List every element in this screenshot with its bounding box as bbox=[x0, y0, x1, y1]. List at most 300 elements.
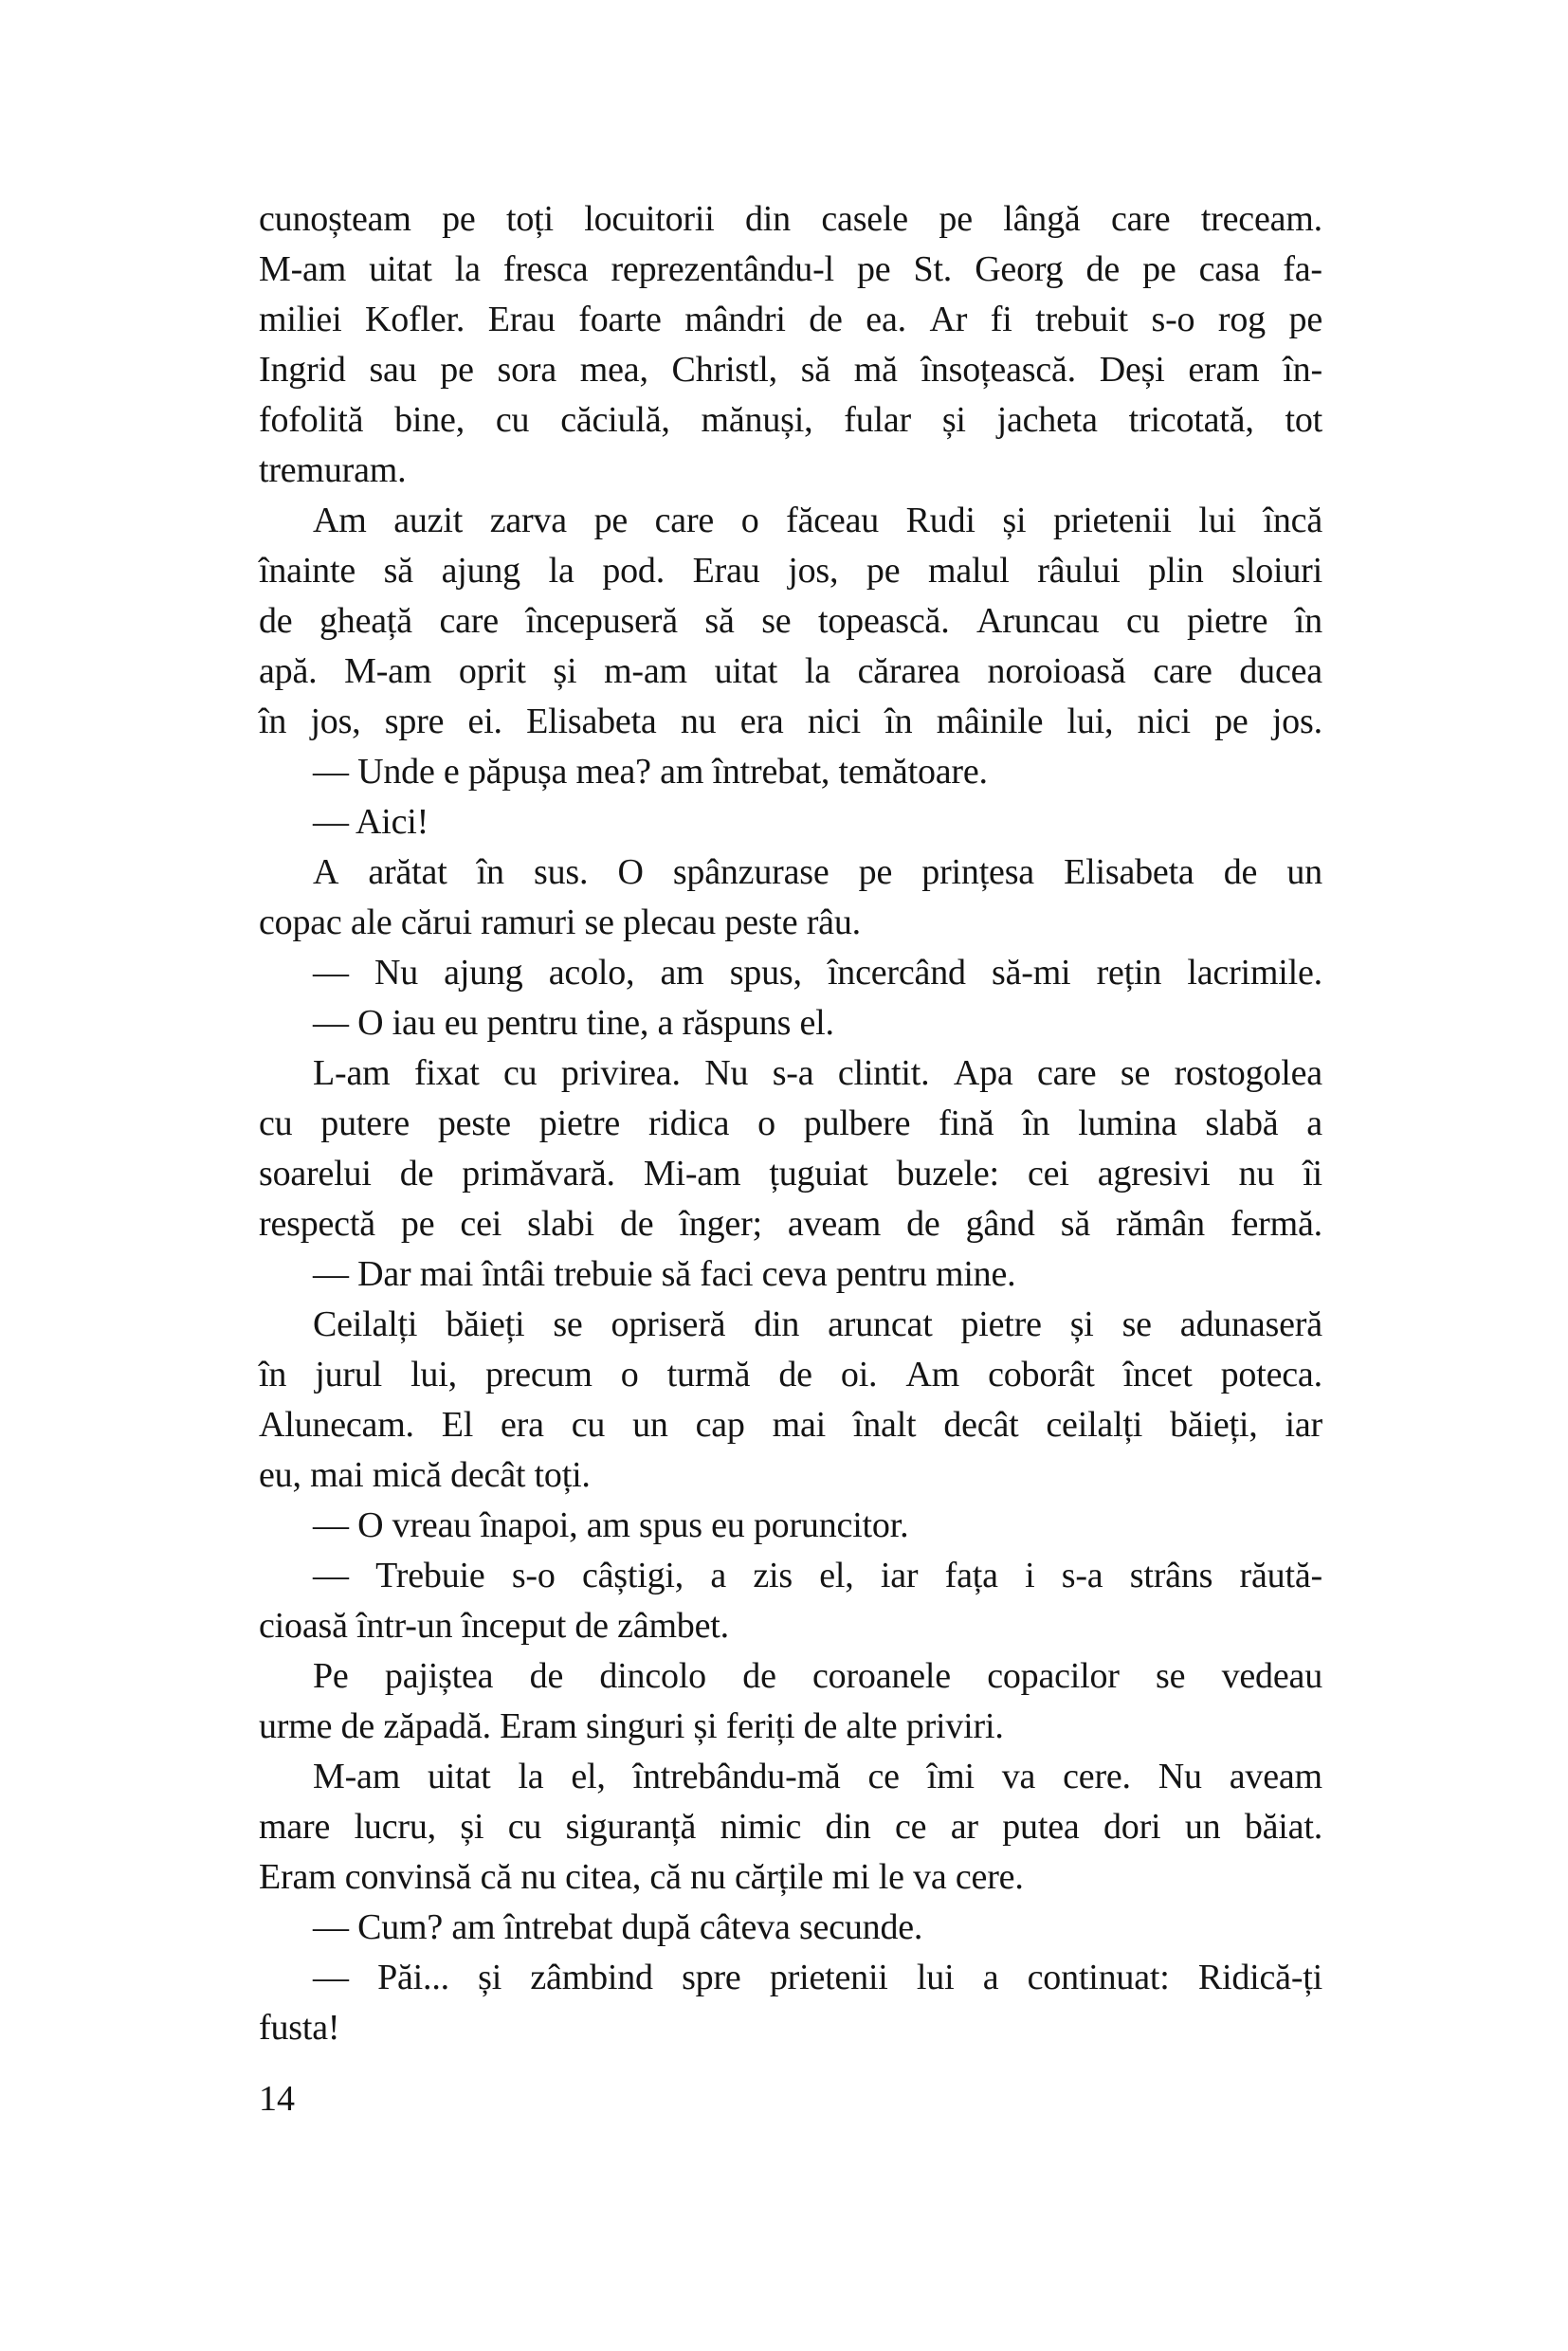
word: m-am bbox=[604, 651, 687, 691]
word: topească. bbox=[817, 601, 950, 641]
text-line bbox=[259, 1802, 1322, 1852]
text-line bbox=[259, 496, 1322, 546]
word: coborât bbox=[988, 1355, 1095, 1394]
word: Trebuie bbox=[375, 1556, 485, 1595]
word: trebuit bbox=[1035, 300, 1128, 339]
word: pe bbox=[858, 852, 893, 892]
word: nu bbox=[680, 702, 717, 741]
word: și bbox=[553, 651, 577, 691]
word: Christl, bbox=[671, 350, 777, 390]
word: lucru, bbox=[354, 1807, 436, 1847]
text-line bbox=[259, 546, 1322, 596]
word: dincolo bbox=[599, 1656, 706, 1696]
text-line: — O vreau înapoi, am spus eu poruncitor. bbox=[313, 1505, 909, 1545]
word: fular bbox=[844, 400, 911, 440]
word: să-mi bbox=[991, 953, 1071, 993]
word: îi bbox=[1303, 1154, 1322, 1194]
word: strâns bbox=[1129, 1556, 1213, 1595]
word: Nu bbox=[374, 953, 419, 993]
word: pietre bbox=[538, 1103, 621, 1143]
text-line bbox=[259, 697, 1322, 747]
word: mai bbox=[772, 1405, 826, 1445]
word: A bbox=[313, 852, 339, 892]
word: Ingrid bbox=[259, 350, 346, 390]
word: iar bbox=[880, 1556, 919, 1595]
word: însoțească. bbox=[921, 350, 1076, 390]
word: cu bbox=[571, 1405, 606, 1445]
word: Georg bbox=[975, 249, 1064, 289]
word: de bbox=[778, 1355, 812, 1394]
word: care bbox=[1110, 199, 1171, 239]
word: foarte bbox=[578, 300, 662, 339]
word: vedeau bbox=[1221, 1656, 1322, 1696]
word: fină bbox=[939, 1103, 994, 1143]
word: care bbox=[1153, 651, 1212, 691]
word: și bbox=[478, 1958, 502, 1997]
word: ajung bbox=[441, 551, 520, 591]
word: zarva bbox=[489, 501, 567, 540]
word: poteca. bbox=[1220, 1355, 1322, 1394]
word: și bbox=[460, 1807, 484, 1847]
word: pe bbox=[856, 249, 891, 289]
word: continuat: bbox=[1027, 1958, 1170, 1997]
word: am bbox=[660, 953, 704, 993]
word: plin bbox=[1148, 551, 1204, 591]
word: el, bbox=[571, 1757, 606, 1796]
word: prietenii bbox=[769, 1958, 888, 1997]
word: cere. bbox=[1063, 1757, 1131, 1796]
word: lângă bbox=[1003, 199, 1081, 239]
word: rog bbox=[1217, 300, 1266, 339]
word: țuguiat bbox=[769, 1154, 868, 1194]
word: lui, bbox=[1067, 702, 1114, 741]
word: de bbox=[1223, 852, 1258, 892]
word: s-a bbox=[772, 1053, 814, 1093]
text-line: — O iau eu pentru tine, a răspuns el. bbox=[313, 1003, 834, 1043]
word: începuseră bbox=[525, 601, 678, 641]
word: ei. bbox=[467, 702, 502, 741]
word: fața bbox=[944, 1556, 998, 1595]
word: spus, bbox=[729, 953, 802, 993]
word: fixat bbox=[413, 1053, 480, 1093]
word: oi. bbox=[840, 1355, 878, 1394]
text-line bbox=[259, 1651, 1322, 1702]
word: Alunecam. bbox=[259, 1405, 414, 1445]
word: să bbox=[383, 551, 413, 591]
word: aruncat bbox=[828, 1304, 933, 1344]
word: Păi... bbox=[377, 1958, 449, 1997]
word: din bbox=[825, 1807, 871, 1847]
word: băieți bbox=[446, 1304, 525, 1344]
word: râului bbox=[1037, 551, 1121, 591]
word: să bbox=[704, 601, 735, 641]
word: Ceilalți bbox=[313, 1304, 418, 1344]
word: se bbox=[1156, 1656, 1186, 1696]
word: de bbox=[1085, 249, 1121, 289]
word: aveam bbox=[787, 1204, 882, 1244]
word: putere bbox=[320, 1103, 410, 1143]
text-line: — Dar mai întâi trebuie să faci ceva pentru mine. bbox=[313, 1254, 1016, 1294]
word: mândri bbox=[684, 300, 786, 339]
word: se bbox=[1120, 1053, 1151, 1093]
word: se bbox=[1121, 1304, 1152, 1344]
word: El bbox=[441, 1405, 474, 1445]
text-line: fusta! bbox=[259, 2008, 340, 2048]
word: decât bbox=[943, 1405, 1019, 1445]
word: băiat. bbox=[1244, 1807, 1322, 1847]
word: un bbox=[632, 1405, 668, 1445]
word: jos, bbox=[310, 702, 361, 741]
word: fofolită bbox=[259, 400, 364, 440]
word: oprit bbox=[458, 651, 526, 691]
text-line bbox=[259, 1099, 1322, 1149]
word: pod. bbox=[602, 551, 665, 591]
text-line: tremuram. bbox=[259, 450, 407, 490]
word: cei bbox=[460, 1204, 502, 1244]
word: iar bbox=[1285, 1405, 1322, 1445]
word: pe bbox=[593, 501, 629, 540]
word: la bbox=[454, 249, 481, 289]
word: Erau bbox=[487, 300, 556, 339]
word: rămân bbox=[1116, 1204, 1205, 1244]
word: copacilor bbox=[987, 1656, 1120, 1696]
word: casa bbox=[1198, 249, 1261, 289]
word: pietre bbox=[960, 1304, 1042, 1344]
word: M-am bbox=[259, 249, 347, 289]
word: sau bbox=[369, 350, 417, 390]
word: în bbox=[1022, 1103, 1050, 1143]
word: a bbox=[710, 1556, 727, 1595]
word: ajung bbox=[444, 953, 523, 993]
word: Apa bbox=[953, 1053, 1013, 1093]
word: putea bbox=[1002, 1807, 1080, 1847]
text-line: cioasă într-un început de zâmbet. bbox=[259, 1606, 729, 1646]
word: sora bbox=[497, 350, 557, 390]
word: la bbox=[548, 551, 574, 591]
word: de bbox=[399, 1154, 434, 1194]
word: M-am bbox=[313, 1757, 401, 1796]
word: uitat bbox=[369, 249, 432, 289]
text-line bbox=[259, 395, 1322, 446]
word: a bbox=[982, 1958, 999, 1997]
word: mă bbox=[853, 350, 898, 390]
word: întrebându-mă bbox=[632, 1757, 841, 1796]
word: din bbox=[754, 1304, 800, 1344]
word: slabi bbox=[527, 1204, 594, 1244]
word: Nu bbox=[704, 1053, 749, 1093]
word: nimic bbox=[720, 1807, 802, 1847]
word: lui bbox=[916, 1958, 955, 1997]
word: cu bbox=[495, 400, 530, 440]
word: M-am bbox=[344, 651, 432, 691]
word: — bbox=[313, 1958, 349, 1997]
word: încercând bbox=[827, 953, 966, 993]
word: era bbox=[739, 702, 784, 741]
word: cap bbox=[695, 1405, 745, 1445]
word: miliei bbox=[259, 300, 342, 339]
word: Rudi bbox=[905, 501, 975, 540]
word: și bbox=[941, 400, 966, 440]
word: să bbox=[800, 350, 830, 390]
word: pe bbox=[1288, 300, 1322, 339]
word: mâinile bbox=[936, 702, 1044, 741]
text-line bbox=[259, 1149, 1322, 1199]
word: lacrimile. bbox=[1187, 953, 1322, 993]
word: a bbox=[1306, 1103, 1322, 1143]
word: ce bbox=[867, 1757, 900, 1796]
word: prințesa bbox=[921, 852, 1034, 892]
word: s-o bbox=[511, 1556, 556, 1595]
word: spânzurase bbox=[672, 852, 830, 892]
word: uitat bbox=[714, 651, 778, 691]
word: soarelui bbox=[259, 1154, 372, 1194]
page-number: 14 bbox=[259, 2079, 295, 2119]
word: pe bbox=[400, 1204, 435, 1244]
word: rețin bbox=[1096, 953, 1162, 993]
text-line bbox=[259, 1400, 1322, 1450]
word: nici bbox=[807, 702, 861, 741]
word: pe bbox=[1214, 702, 1249, 741]
word: se bbox=[761, 601, 792, 641]
text-line bbox=[259, 1551, 1322, 1601]
word: siguranță bbox=[565, 1807, 697, 1847]
word: s-o bbox=[1151, 300, 1195, 339]
text-line bbox=[259, 1752, 1322, 1802]
text-line bbox=[259, 1300, 1322, 1350]
word: un bbox=[1286, 852, 1322, 892]
word: cu bbox=[1125, 601, 1160, 641]
word: în bbox=[259, 1355, 287, 1394]
text-line: — Cum? am întrebat după câteva secunde. bbox=[313, 1907, 923, 1947]
word: o bbox=[757, 1103, 775, 1143]
word: pulbere bbox=[803, 1103, 911, 1143]
word: L-am bbox=[313, 1053, 391, 1093]
word: de bbox=[619, 1204, 654, 1244]
word: eram bbox=[1188, 350, 1260, 390]
word: pe bbox=[939, 199, 973, 239]
word: se bbox=[553, 1304, 583, 1344]
word: arătat bbox=[368, 852, 447, 892]
word: din bbox=[744, 199, 791, 239]
word: lui bbox=[1198, 501, 1236, 540]
word: jurul bbox=[315, 1355, 383, 1394]
word: lumina bbox=[1078, 1103, 1177, 1143]
word: Aruncau bbox=[976, 601, 1100, 641]
text-line bbox=[259, 596, 1322, 647]
word: pe bbox=[440, 350, 474, 390]
word: tricotată, bbox=[1128, 400, 1254, 440]
word: malul bbox=[928, 551, 1010, 591]
text-line: copac ale cărui ramuri se plecau peste râu. bbox=[259, 902, 861, 942]
word: aveam bbox=[1229, 1757, 1322, 1796]
word: băieți, bbox=[1170, 1405, 1258, 1445]
word: Pe bbox=[313, 1656, 349, 1696]
word: privirea. bbox=[560, 1053, 681, 1093]
word: Kofler. bbox=[365, 300, 465, 339]
word: făceau bbox=[786, 501, 880, 540]
word: înalt bbox=[852, 1405, 917, 1445]
word: jos. bbox=[1271, 702, 1322, 741]
word: cu bbox=[507, 1807, 542, 1847]
word: coroanele bbox=[812, 1656, 951, 1696]
word: Elisabeta bbox=[1064, 852, 1194, 892]
word: sloiuri bbox=[1231, 551, 1322, 591]
word: mare bbox=[259, 1807, 331, 1847]
text-line: — Unde e păpușa mea? am întrebat, temătoare. bbox=[313, 752, 988, 792]
text-line: Eram convinsă că nu citea, că nu cărțile mi le va cere. bbox=[259, 1857, 1024, 1897]
word: cu bbox=[259, 1103, 293, 1143]
word: locuitorii bbox=[584, 199, 715, 239]
word: înger; bbox=[679, 1204, 762, 1244]
word: St. bbox=[913, 249, 953, 289]
text-line bbox=[259, 948, 1322, 998]
text-line: urme de zăpadă. Eram singuri și feriți de alte priviri. bbox=[259, 1706, 1004, 1746]
word: care bbox=[439, 601, 499, 641]
word: înainte bbox=[259, 551, 356, 591]
word: încet bbox=[1122, 1355, 1193, 1394]
word: zâmbind bbox=[530, 1958, 653, 1997]
word: de bbox=[529, 1656, 564, 1696]
word: O bbox=[617, 852, 644, 892]
word: casele bbox=[821, 199, 908, 239]
word: un bbox=[1184, 1807, 1221, 1847]
word: și bbox=[1002, 501, 1027, 540]
word: fa- bbox=[1283, 249, 1322, 289]
word: în bbox=[1294, 601, 1322, 641]
word: cei bbox=[1027, 1154, 1069, 1194]
word: încă bbox=[1263, 501, 1322, 540]
word: Mi-am bbox=[643, 1154, 741, 1194]
word: acolo, bbox=[548, 953, 635, 993]
word: auzit bbox=[393, 501, 464, 540]
word: ridica bbox=[647, 1103, 730, 1143]
word: o bbox=[620, 1355, 639, 1394]
word: de bbox=[906, 1204, 940, 1244]
word: primăvară. bbox=[462, 1154, 615, 1194]
word: fi bbox=[990, 300, 1012, 339]
word: uitat bbox=[427, 1757, 491, 1796]
word: clintit. bbox=[837, 1053, 930, 1093]
word: va bbox=[1001, 1757, 1036, 1796]
text-line bbox=[259, 647, 1322, 697]
word: adunaseră bbox=[1179, 1304, 1322, 1344]
word: căciulă, bbox=[560, 400, 670, 440]
word: Elisabeta bbox=[526, 702, 657, 741]
word: dori bbox=[1103, 1807, 1161, 1847]
word: cunoșteam bbox=[259, 199, 411, 239]
word: s-a bbox=[1061, 1556, 1103, 1595]
word: cărarea bbox=[857, 651, 960, 691]
word: tot bbox=[1285, 400, 1322, 440]
word: pietre bbox=[1186, 601, 1268, 641]
word: gheață bbox=[319, 601, 412, 641]
word: ea. bbox=[866, 300, 906, 339]
word: zis bbox=[753, 1556, 793, 1595]
word: — bbox=[313, 953, 349, 993]
word: fermă. bbox=[1231, 1204, 1322, 1244]
word: și bbox=[1069, 1304, 1094, 1344]
word: Ar bbox=[929, 300, 968, 339]
text-line bbox=[259, 847, 1322, 898]
word: mănuși, bbox=[701, 400, 813, 440]
text-line bbox=[259, 1048, 1322, 1099]
word: — bbox=[313, 1556, 349, 1595]
word: o bbox=[740, 501, 759, 540]
word: lui, bbox=[410, 1355, 457, 1394]
word: jos, bbox=[788, 551, 839, 591]
word: Am bbox=[313, 501, 367, 540]
text-line: — Aici! bbox=[313, 802, 429, 842]
word: spre bbox=[682, 1958, 741, 1997]
word: spre bbox=[384, 702, 445, 741]
word: precum bbox=[484, 1355, 593, 1394]
text-line bbox=[259, 1199, 1322, 1249]
word: pe bbox=[866, 551, 901, 591]
text-line bbox=[259, 194, 1322, 245]
word: Ridică-ți bbox=[1197, 1958, 1322, 1997]
word: Deși bbox=[1099, 350, 1165, 390]
word: pajiștea bbox=[384, 1656, 494, 1696]
word: noroioasă bbox=[987, 651, 1126, 691]
text-line bbox=[259, 1953, 1322, 2003]
body-text bbox=[259, 194, 1322, 2053]
word: ducea bbox=[1239, 651, 1322, 691]
word: era bbox=[501, 1405, 544, 1445]
word: pe bbox=[1142, 249, 1176, 289]
word: de bbox=[742, 1656, 776, 1696]
word: să bbox=[1060, 1204, 1090, 1244]
word: peste bbox=[437, 1103, 511, 1143]
word: răută- bbox=[1239, 1556, 1322, 1595]
word: reprezentându-l bbox=[611, 249, 834, 289]
word: Nu bbox=[1158, 1757, 1202, 1796]
text-line: eu, mai mică decât toți. bbox=[259, 1455, 591, 1495]
word: sus. bbox=[534, 852, 589, 892]
word: opriseră bbox=[611, 1304, 726, 1344]
word: care bbox=[654, 501, 715, 540]
text-line bbox=[259, 1350, 1322, 1400]
word: de bbox=[809, 300, 843, 339]
word: rostogolea bbox=[1174, 1053, 1322, 1093]
word: jacheta bbox=[996, 400, 1098, 440]
word: el, bbox=[819, 1556, 854, 1595]
word: la bbox=[518, 1757, 544, 1796]
word: care bbox=[1037, 1053, 1097, 1093]
word: buzele: bbox=[896, 1154, 999, 1194]
word: în bbox=[884, 702, 913, 741]
word: ce bbox=[894, 1807, 927, 1847]
word: nici bbox=[1137, 702, 1191, 741]
word: în bbox=[259, 702, 287, 741]
word: toți bbox=[505, 199, 554, 239]
text-line bbox=[259, 245, 1322, 295]
word: agresivi bbox=[1097, 1154, 1211, 1194]
word: apă. bbox=[259, 651, 318, 691]
word: i bbox=[1025, 1556, 1035, 1595]
word: turmă bbox=[666, 1355, 751, 1394]
word: ar bbox=[950, 1807, 978, 1847]
word: pe bbox=[442, 199, 476, 239]
word: în bbox=[476, 852, 504, 892]
word: cu bbox=[503, 1053, 538, 1093]
word: mea, bbox=[579, 350, 648, 390]
word: ceilalți bbox=[1046, 1405, 1143, 1445]
text-line bbox=[259, 345, 1322, 395]
word: nu bbox=[1238, 1154, 1275, 1194]
word: de bbox=[259, 601, 293, 641]
text-line bbox=[259, 295, 1322, 345]
word: fresca bbox=[502, 249, 589, 289]
